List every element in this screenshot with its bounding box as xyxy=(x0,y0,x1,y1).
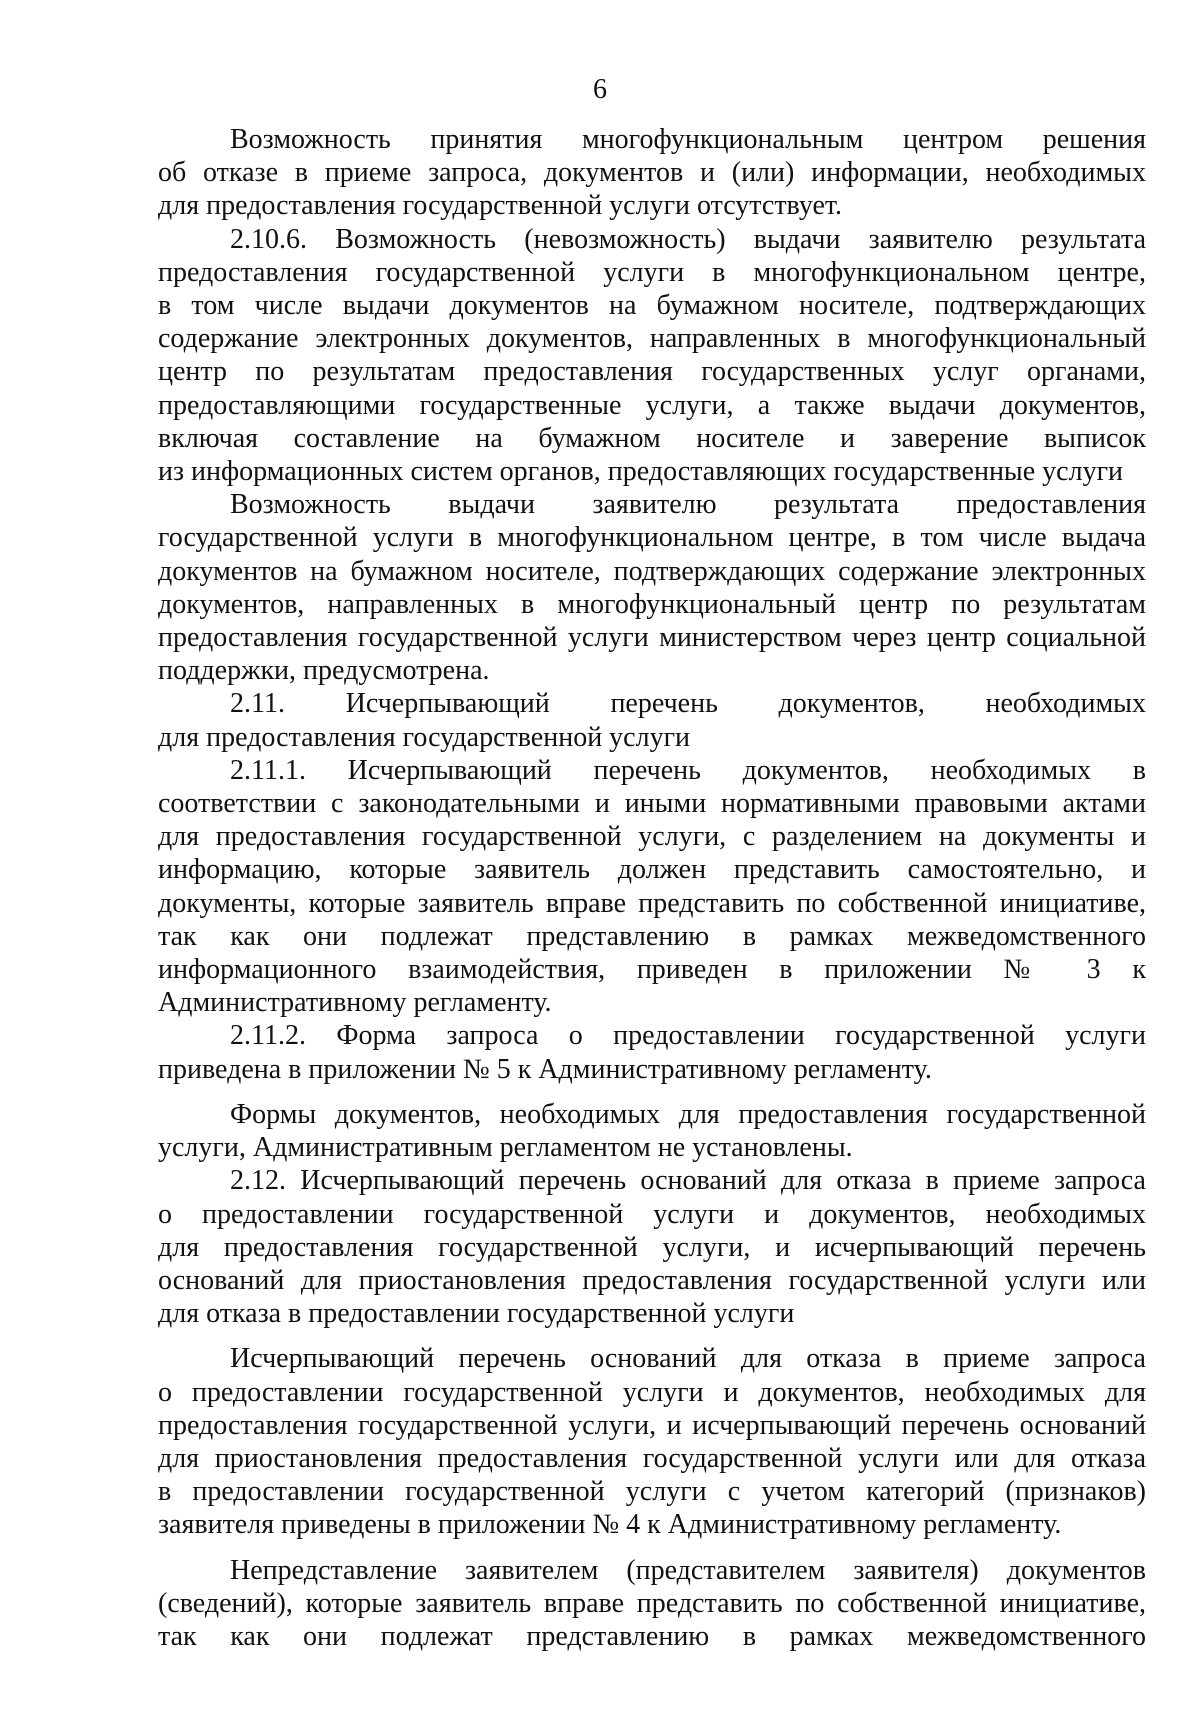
text-line: о предоставлении государственной услуги и документов, необходимых для xyxy=(158,1376,1146,1408)
text-line: Возможность принятия многофункциональным центром решения xyxy=(230,124,1146,155)
text-line: из информационных систем органов, предоставляющих государственные услуги xyxy=(158,456,1124,488)
text-line: информационного взаимодействия, приведен в приложении № 3 к xyxy=(158,954,1146,986)
paragraph xyxy=(158,123,1146,223)
text-line: для предоставления государственной услуги, с разделением на документы и xyxy=(158,821,1146,853)
text-line: предоставления государственной услуги, и исчерпывающий перечень оснований xyxy=(158,1409,1146,1441)
text-line: Непредставление заявителем (представителем заявителя) документов xyxy=(230,1554,1146,1586)
text-line: документов, направленных в многофункциональный центр по результатам xyxy=(158,588,1146,620)
text-line: содержание электронных документов, направленных в многофункциональный xyxy=(158,323,1146,355)
text-line: заявителя приведены в приложении № 4 к Административному регламенту. xyxy=(158,1509,1062,1541)
text-line: услуги, Административным регламентом не установлены. xyxy=(158,1132,853,1164)
text-line: включая составление на бумажном носителе и заверение выписок xyxy=(158,422,1146,454)
paragraph xyxy=(158,1098,1146,1164)
text-line: 2.11. Исчерпывающий перечень документов, необходимых xyxy=(230,688,1146,720)
text-line: Административному регламенту. xyxy=(158,987,552,1019)
paragraph xyxy=(158,1019,1146,1085)
text-line: поддержки, предусмотрена. xyxy=(158,655,490,687)
page-number: 6 xyxy=(593,74,607,105)
paragraph xyxy=(158,1164,1146,1330)
paragraph xyxy=(158,223,1146,489)
text-line: (сведений), которые заявитель вправе представить по собственной инициативе, xyxy=(158,1587,1146,1619)
text-line: Формы документов, необходимых для предоставления государственной xyxy=(230,1098,1146,1130)
text-line: Возможность выдачи заявителю результата предоставления xyxy=(230,489,1146,521)
paragraph xyxy=(158,754,1146,1020)
paragraph xyxy=(158,488,1146,687)
text-line: для приостановления предоставления государственной услуги или для отказа xyxy=(158,1442,1146,1474)
text-line: государственной услуги в многофункциональном центре, в том числе выдача xyxy=(158,522,1146,554)
text-line: предоставления государственной услуги министерством через центр социальной xyxy=(158,622,1146,654)
document-body xyxy=(158,123,1146,1653)
text-line: 2.11.1. Исчерпывающий перечень документов, необходимых в xyxy=(230,754,1146,786)
text-line: 2.12. Исчерпывающий перечень оснований для отказа в приеме запроса xyxy=(230,1165,1146,1197)
text-line: информацию, которые заявитель должен представить самостоятельно, и xyxy=(158,854,1146,886)
text-line: оснований для приостановления предоставления государственной услуги или xyxy=(158,1264,1146,1296)
paragraph xyxy=(158,1554,1146,1654)
text-line: для отказа в предоставлении государственной услуги xyxy=(158,1298,795,1330)
text-line: для предоставления государственной услуги xyxy=(158,721,691,753)
text-line: в том числе выдачи документов на бумажном носителе, подтверждающих xyxy=(158,290,1146,322)
text-line: для предоставления государственной услуги отсутствует. xyxy=(158,190,843,222)
paragraph xyxy=(158,687,1146,753)
text-line: 2.10.6. Возможность (невозможность) выдачи заявителю результата xyxy=(230,223,1146,255)
text-line: соответствии с законодательными и иными нормативными правовыми актами xyxy=(158,788,1146,820)
text-line: так как они подлежат представлению в рамках межведомственного xyxy=(158,1620,1146,1652)
text-line: центр по результатам предоставления государственных услуг органами, xyxy=(158,356,1146,388)
text-line: документов на бумажном носителе, подтверждающих содержание электронных xyxy=(158,555,1146,587)
text-line: так как они подлежат представлению в рамках межведомственного xyxy=(158,920,1146,952)
text-line: предоставления государственной услуги в многофункциональном центре, xyxy=(158,256,1146,288)
text-line: 2.11.2. Форма запроса о предоставлении государственной услуги xyxy=(230,1020,1146,1052)
paragraph xyxy=(158,1342,1146,1541)
text-line: для предоставления государственной услуги, и исчерпывающий перечень xyxy=(158,1231,1146,1263)
text-line: в предоставлении государственной услуги с учетом категорий (признаков) xyxy=(158,1476,1146,1508)
text-line: приведена в приложении № 5 к Административному регламенту. xyxy=(158,1053,932,1085)
text-line: о предоставлении государственной услуги и документов, необходимых xyxy=(158,1198,1146,1230)
text-line: об отказе в приеме запроса, документов и (или) информации, необходимых xyxy=(158,157,1146,189)
text-line: документы, которые заявитель вправе представить по собственной инициативе, xyxy=(158,887,1146,919)
text-line: предоставляющими государственные услуги, а также выдачи документов, xyxy=(158,389,1146,421)
text-line: Исчерпывающий перечень оснований для отказа в приеме запроса xyxy=(230,1343,1146,1375)
